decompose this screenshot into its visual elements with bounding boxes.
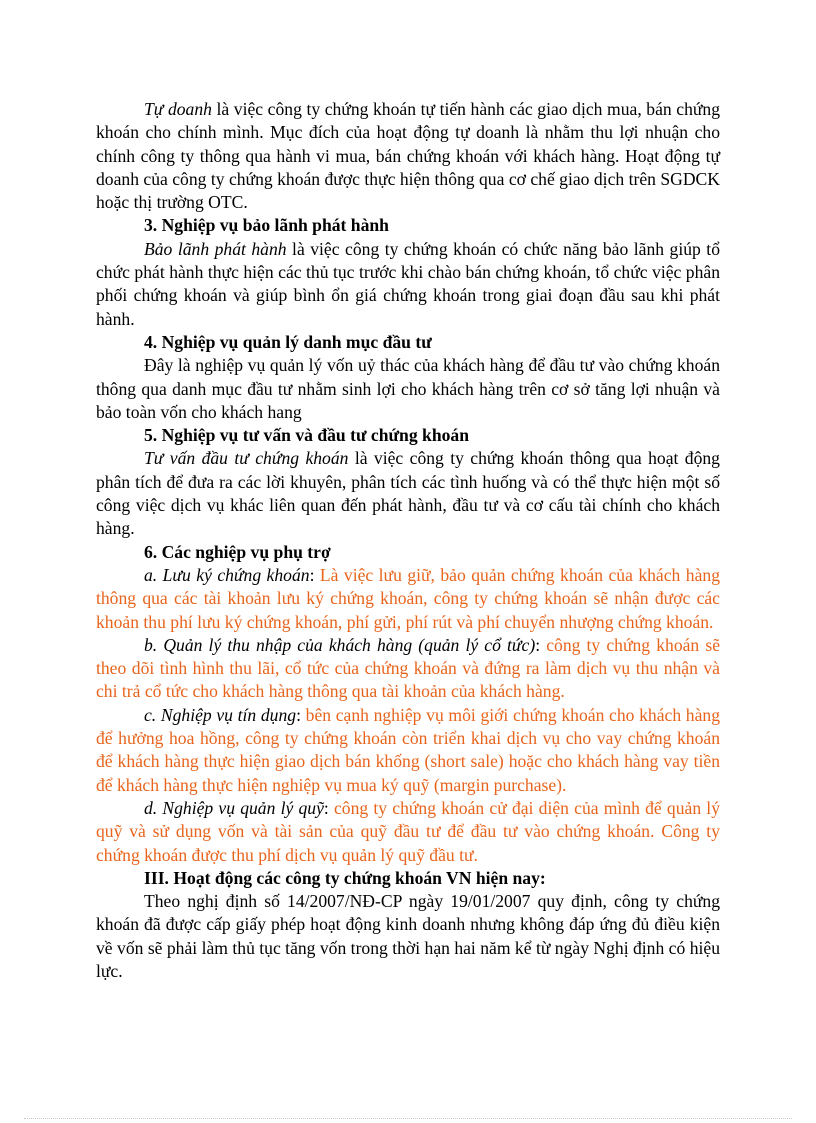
item-a-term: a. Lưu ký chứng khoán (144, 564, 310, 585)
item-b-separator: : (535, 634, 547, 655)
item-b-term: b. Quản lý thu nhập của khách hàng (quản lý cổ tức) (144, 634, 536, 655)
section-6-heading: 6. Các nghiệp vụ phụ trợ (144, 541, 331, 562)
section-5-paragraph (96, 447, 720, 540)
item-d-term: d. Nghiệp vụ quản lý quỹ (144, 797, 324, 818)
item-d-text: công ty chứng khoán cử đại diện của mình để quản lý quỹ và sử dụng vốn và tài sản của quỹ đầu tư để đầu tư vào chứng khoán. Công ty chứng khoán được thu phí dịch vụ quản lý quỹ đầu tư. (96, 797, 720, 865)
section-5-heading: 5. Nghiệp vụ tư vấn và đầu tư chứng khoán (144, 425, 469, 446)
paragraph-text: là việc công ty chứng khoán tự tiến hành các giao dịch mua, bán chứng khoán cho chính mình. Mục đích của hoạt động tự doanh là nhằm thu lợi nhuận cho chính công ty thông qua hành vi mua, bán chứng khoán với khách hàng. Hoạt động tự doanh của công ty chứng khoán được thực hiện thông qua cơ chế giao dịch trên SGDCK hoặc thị trường OTC. (96, 99, 721, 213)
item-c-term: c. Nghiệp vụ tín dụng (144, 704, 297, 725)
section-4-paragraph: Đây là nghiệp vụ quản lý vốn uỷ thác của khách hàng để đầu tư vào chứng khoán thông qua danh mục đầu tư nhằm sinh lợi cho khách hàng trên cơ sở tăng lợi nhuận và bảo toàn vốn cho khách hang (96, 355, 720, 422)
item-a-separator: : (309, 564, 320, 585)
item-c-separator: : (296, 704, 306, 725)
section-3-paragraph (96, 238, 720, 331)
item-d-separator: : (323, 797, 334, 818)
term-tu-doanh: Tự doanh (144, 99, 212, 119)
item-c-text: bên cạnh nghiệp vụ môi giới chứng khoán cho khách hàng để hưởng hoa hồng, công ty chứng khoán còn triển khai dịch vụ cho vay chứng khoán để khách hàng thực hiện giao dịch bán khống (short sale) hoặc cho khách hàng vay tiền để khách hàng thực hiện nghiệp vụ mua ký quỹ (margin purchase). (96, 704, 720, 795)
section-3-heading: 3. Nghiệp vụ bảo lãnh phát hành (144, 215, 389, 236)
section-6-item-b (96, 634, 720, 704)
item-b-text: công ty chứng khoán sẽ theo dõi tình hình thu lãi, cổ tức của chứng khoán và đứng ra làm dịch vụ thu nhận và chi trả cổ tức cho khách hàng thông qua tài khoản của khách hàng. (96, 634, 721, 702)
paragraph-tu-doanh (96, 98, 720, 214)
section-6-item-a (96, 564, 720, 634)
paragraph-text: là việc công ty chứng khoán thông qua hoạt động phân tích để đưa ra các lời khuyên, phân tích các tình huống và có thể thực hiện một số công việc dịch vụ khác liên quan đến phát hành, đầu tư và cơ cấu tài chính cho khách hàng. (96, 448, 720, 539)
section-4-heading: 4. Nghiệp vụ quản lý danh mục đầu tư (144, 331, 432, 352)
section-6-item-d (96, 797, 720, 867)
section-iii-paragraph: Theo nghị định số 14/2007/NĐ-CP ngày 19/01/2007 quy định, công ty chứng khoán đã được cấp giấy phép hoạt động kinh doanh nhưng không đáp ứng đủ điều kiện về vốn sẽ phải làm thủ tục tăng vốn trong thời hạn hai năm kể từ ngày Nghị định có hiệu lực. (96, 891, 720, 981)
term-bao-lanh: Bảo lãnh phát hành (144, 238, 287, 259)
section-iii-heading: III. Hoạt động các công ty chứng khoán VN hiện nay: (144, 867, 546, 888)
section-6-item-c (96, 704, 720, 797)
page-bottom-divider (24, 1118, 792, 1119)
paragraph-text: là việc công ty chứng khoán có chức năng bảo lãnh giúp tổ chức phát hành thực hiện các thủ tục trước khi chào bán chứng khoán, tổ chức việc phân phối chứng khoán và giúp bình ổn giá chứng khoán trong giai đoạn đầu sau khi phát hành. (96, 238, 720, 329)
document-body (96, 98, 720, 983)
item-a-text: Là việc lưu giữ, bảo quản chứng khoán của khách hàng thông qua các tài khoản lưu ký chứng khoán, công ty chứng khoán sẽ nhận được các khoản thu phí lưu ký chứng khoán, phí gửi, phí rút và phí chuyển nhượng chứng khoán. (96, 564, 720, 632)
term-tu-van: Tư vấn đầu tư chứng khoán (144, 448, 349, 469)
